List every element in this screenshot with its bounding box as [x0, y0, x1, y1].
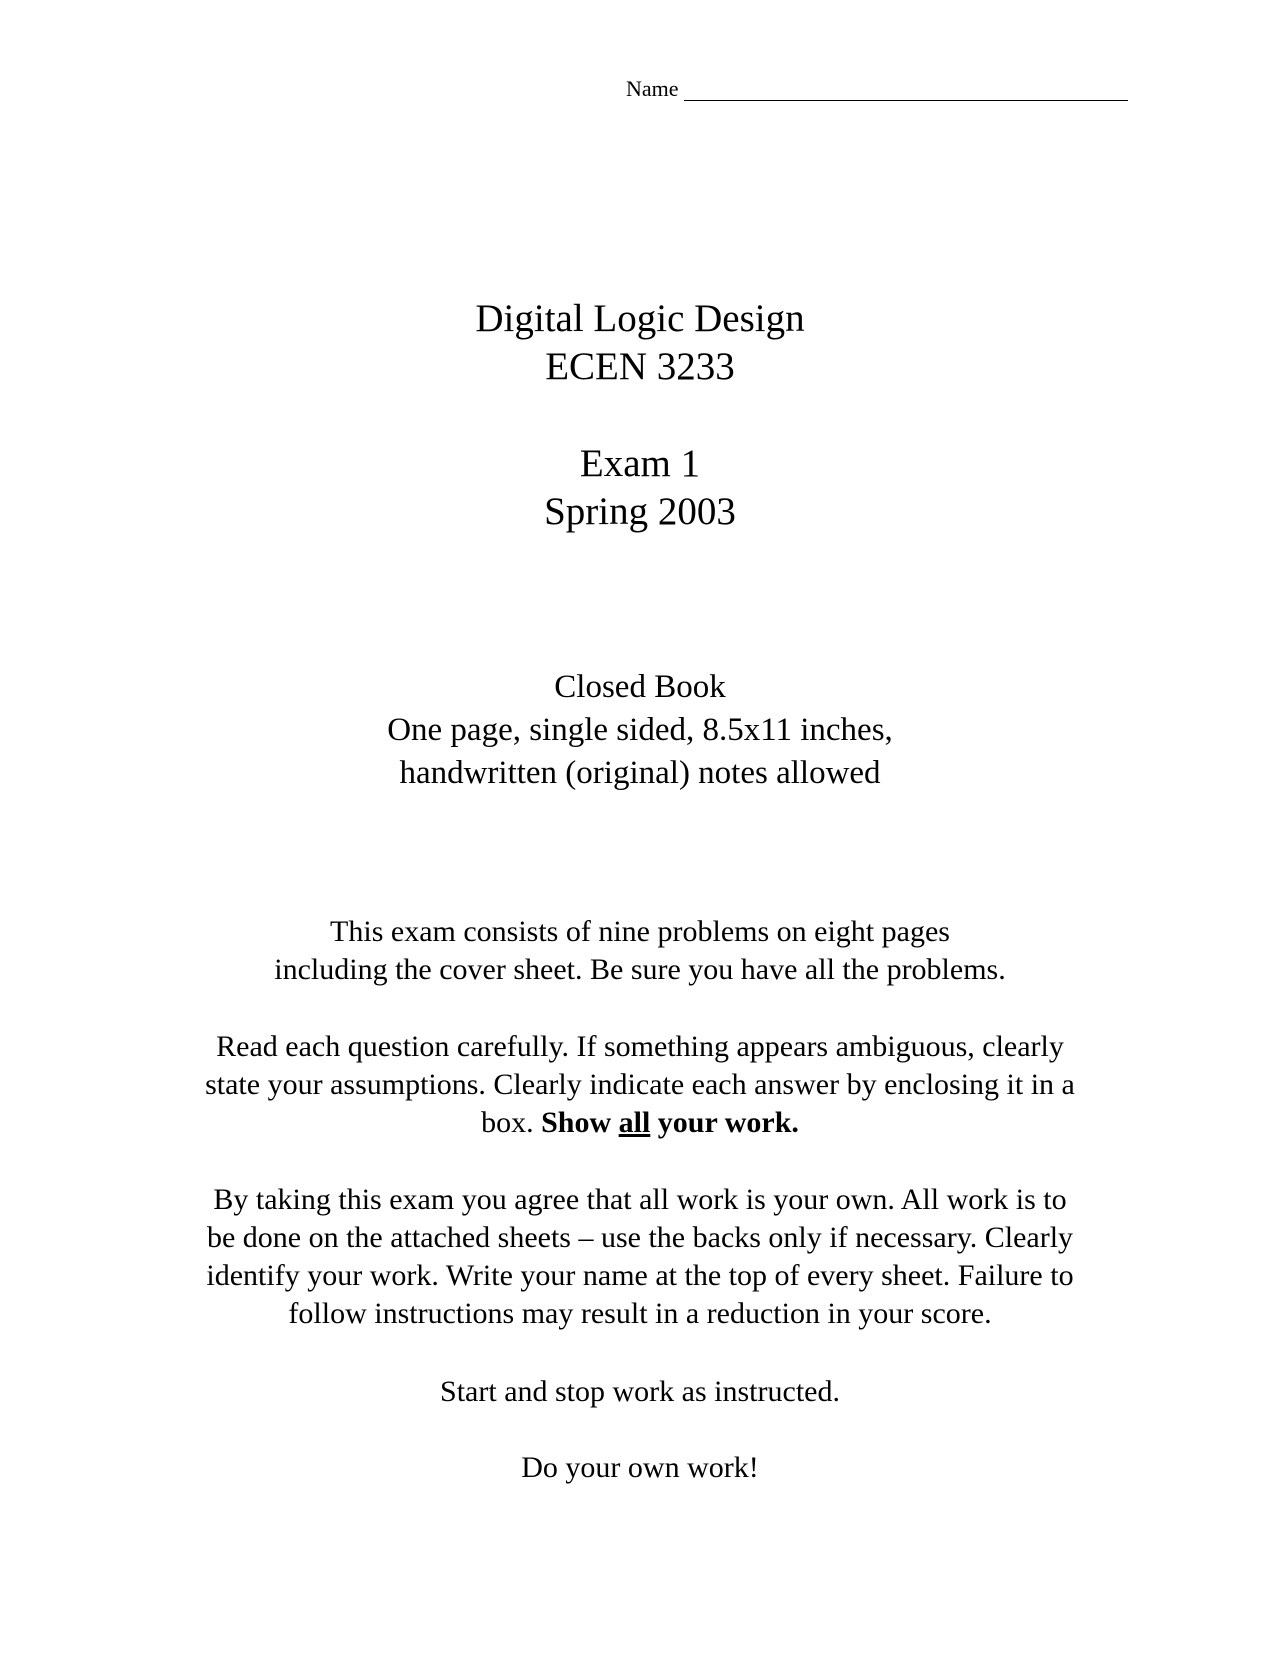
instructions-paragraph-5 — [0, 1449, 1280, 1487]
p2-line-3-bold-b: your work. — [650, 1106, 799, 1139]
course-title-block — [0, 295, 1280, 391]
p2-line-3-bold-a: Show — [541, 1106, 619, 1139]
name-label: Name — [626, 76, 679, 101]
rules-line-1: Closed Book — [554, 669, 726, 705]
course-name: Digital Logic Design — [475, 297, 805, 340]
instructions-paragraph-3 — [0, 1181, 1280, 1333]
p2-line-3 — [0, 1104, 1280, 1142]
p3-line-1: By taking this exam you agree that all work is your own. All work is to — [213, 1183, 1067, 1216]
p3-line-3: identify your work. Write your name at the top of every sheet. Failure to — [206, 1259, 1074, 1292]
p1-line-2: including the cover sheet. Be sure you have all the problems. — [274, 953, 1006, 986]
instructions-paragraph-2 — [0, 1028, 1280, 1142]
p3-line-2: be done on the attached sheets – use the backs only if necessary. Clearly — [206, 1221, 1074, 1254]
course-code: ECEN 3233 — [545, 345, 735, 388]
p2-line-3-bold-underline: all — [618, 1106, 651, 1139]
exam-term: Spring 2003 — [544, 490, 736, 533]
exam-title-block — [0, 440, 1280, 536]
p4-line: Start and stop work as instructed. — [440, 1375, 840, 1408]
p3-line-4: follow instructions may result in a reduction in your score. — [288, 1297, 992, 1330]
exam-rules-block — [0, 666, 1280, 795]
p2-line-1: Read each question carefully. If something appears ambiguous, clearly — [216, 1030, 1064, 1063]
rules-line-3: handwritten (original) notes allowed — [399, 755, 881, 791]
p2-line-2: state your assumptions. Clearly indicate each answer by enclosing it in a — [205, 1068, 1075, 1101]
instructions-paragraph-4 — [0, 1373, 1280, 1411]
name-field — [626, 74, 1128, 104]
p1-line-1: This exam consists of nine problems on eight pages — [330, 915, 950, 948]
p5-line: Do your own work! — [521, 1451, 759, 1484]
exam-number: Exam 1 — [579, 442, 701, 485]
name-blank-line — [684, 100, 1128, 101]
rules-line-2: One page, single sided, 8.5x11 inches, — [387, 712, 893, 748]
instructions-paragraph-1 — [0, 913, 1280, 989]
p2-line-3-plain: box. — [481, 1106, 542, 1139]
